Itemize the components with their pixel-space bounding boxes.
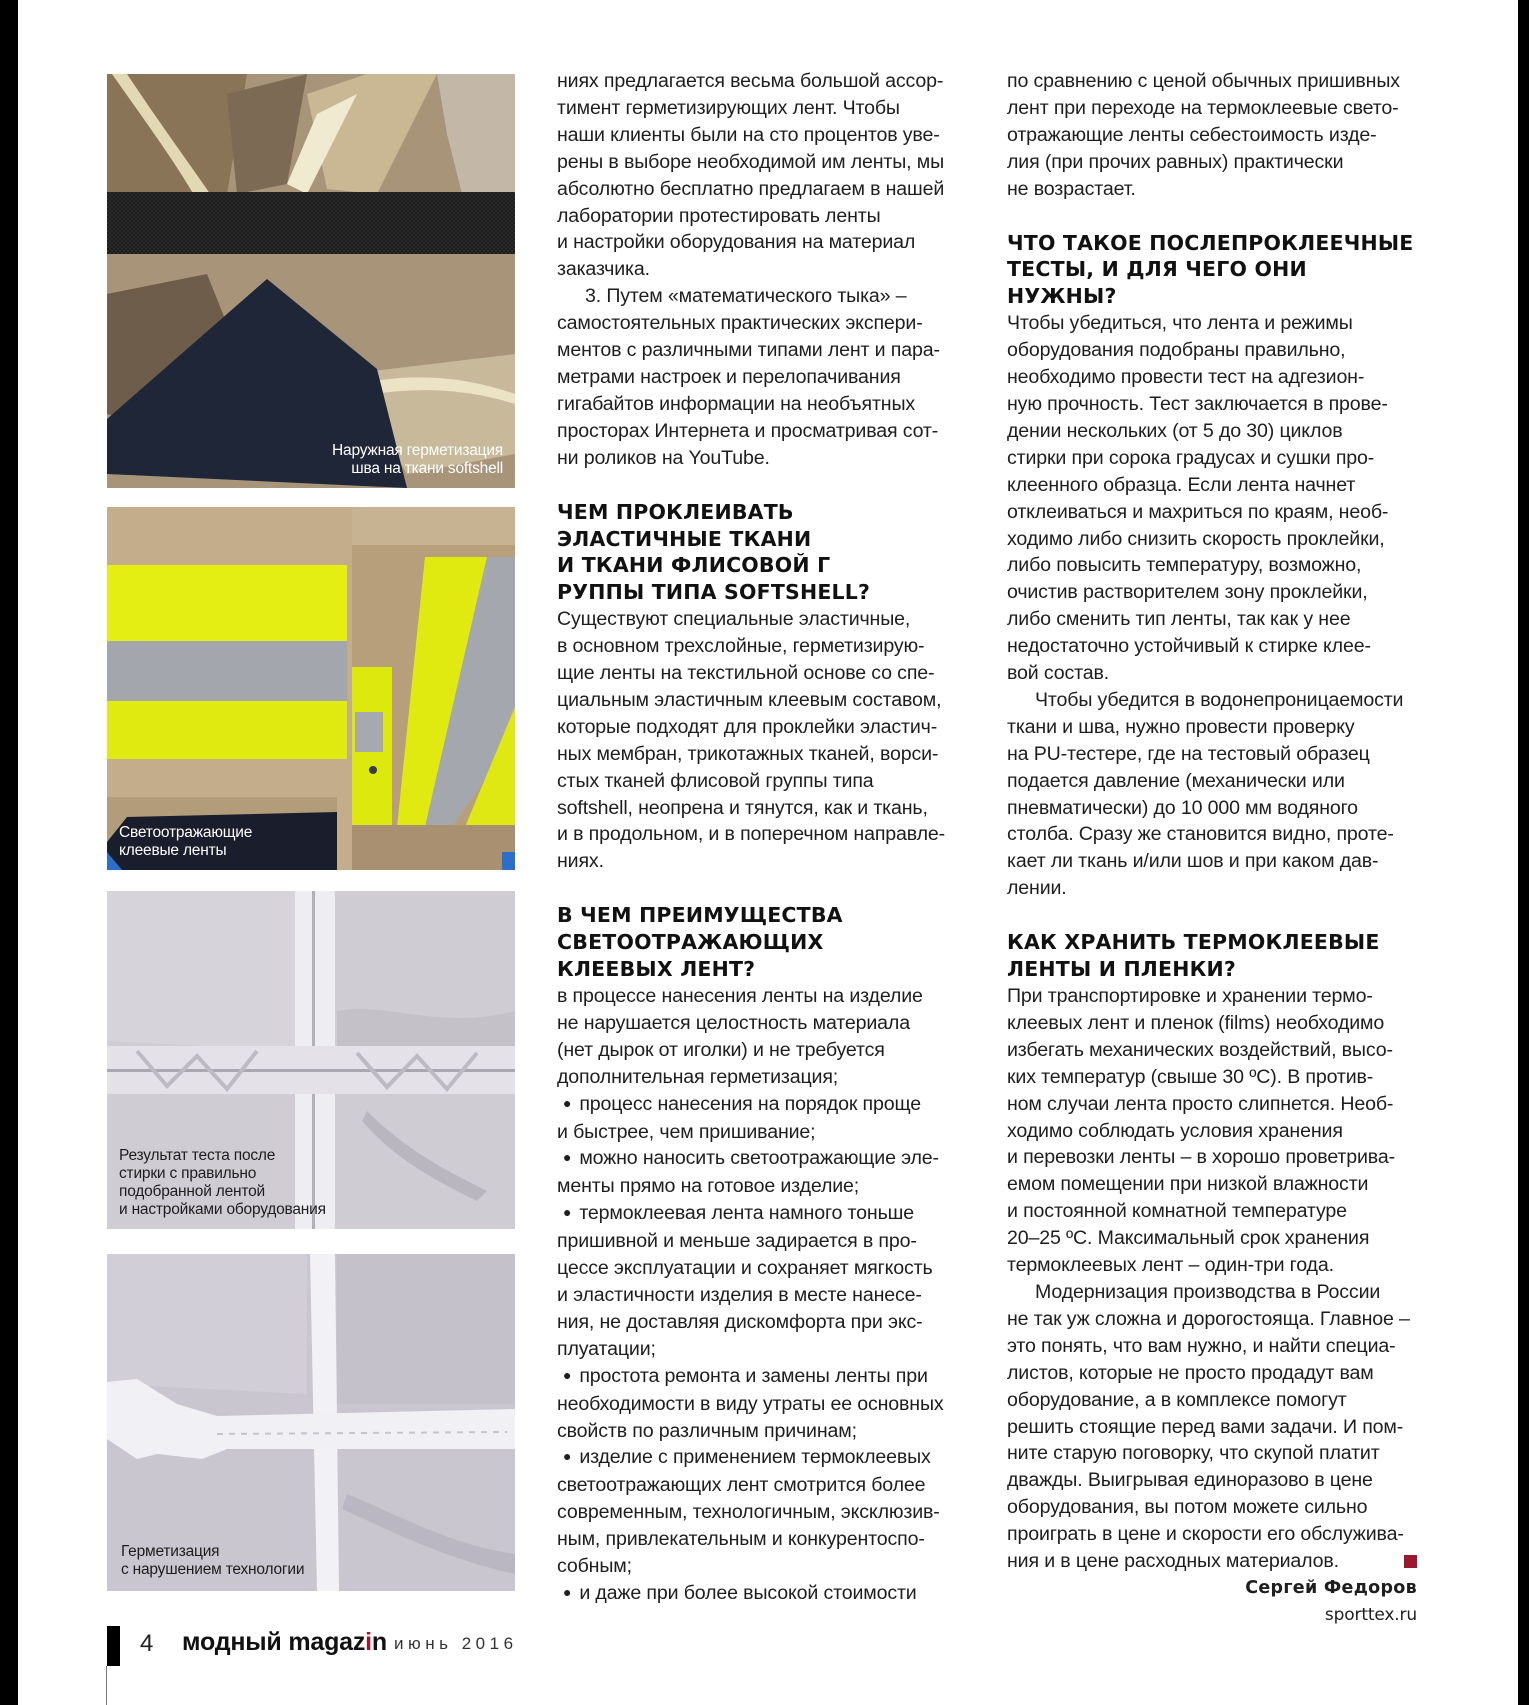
text-line: 3. Путем «математического тыка» – [585,285,907,308]
bullet-icon: ● [563,1366,572,1383]
caption-line: и настройками оборудования [119,1201,326,1218]
heading-line: В ЧЕМ ПРЕИМУЩЕСТВА [557,903,843,928]
text-line: проиграть в цене и скорости его обслужива- [1007,1523,1404,1546]
footer-marker [107,1626,120,1666]
text-line: ния и в цене расходных материалов. [1007,1548,1417,1575]
text-line: и перевозки ленты – в хорошо проветрива- [1007,1146,1395,1169]
section-heading-storage [1007,929,1417,983]
text-line: Существуют специальные эластичные, [557,608,911,631]
text-line: и настройки оборудования на материал [557,231,916,254]
photo-softshell-image [107,74,515,488]
text-line: ни роликов на YouTube. [557,446,770,469]
text-line: вой состав. [1007,662,1110,685]
text-line: ную прочность. Тест заключается в прове- [1007,392,1388,415]
magazine-title-prefix: модный magaz [182,1628,366,1656]
bullet-item [557,1200,967,1362]
point-3-paragraph [557,283,967,471]
photo-reflective-tapes [107,507,515,870]
text-line: ходимо соблюдать условия хранения [1007,1119,1343,1142]
text-line: либо повысить температуру, возможно, [1007,554,1362,577]
bullet-first-line [557,1444,967,1472]
heading-line: ЧЕМ ПРОКЛЕИВАТЬ [557,499,794,524]
bullet-continuation-line: собным; [557,1555,632,1578]
bullet-continuation-line: менты прямо на готовое изделие; [557,1175,860,1198]
caption-line: клеевые ленты [119,842,227,859]
section-heading-elastic-fabrics [557,499,967,607]
page-edge-right [1518,0,1529,1705]
bullet-text: можно наносить светоотражающие эле- [579,1147,939,1170]
bullet-first-line [557,1363,967,1391]
text-line: лении. [1007,877,1067,900]
text-line: либо сменить тип ленты, так как у нее [1007,608,1351,631]
text-line: циальным эластичным клеевым составом, [557,688,942,711]
text-line: в основном трехслойные, герметизирую- [557,635,925,658]
spacer [557,875,967,902]
bullet-continuation-line: необходимости в виду утраты ее основных [557,1392,944,1415]
text-line: и постоянной комнатной температуре [1007,1200,1347,1223]
intro-paragraph [1007,68,1417,203]
text-line: стых тканей флисовой группы типа [557,769,874,792]
spacer [1007,203,1417,230]
photo-caption [332,442,503,478]
text-line: ходимо либо снизить скорость проклейки, [1007,527,1385,550]
bullet-first-line [557,1200,967,1228]
photo-wash-bad-image [107,1254,515,1591]
photo-caption [121,1543,304,1579]
text-line: листов, которые не просто продадут вам [1007,1361,1374,1384]
text-line: оборудования, вы потом можете сильно [1007,1496,1368,1519]
text-line: При транспортировке и хранении термо- [1007,985,1373,1007]
heading-line: И ТКАНИ ФЛИСОВОЙ Г [557,553,831,578]
bullet-continuation-line: светоотражающих лент смотрится более [557,1474,926,1497]
text-line: ном случаи лента просто слипнется. Необ- [1007,1092,1394,1115]
bullet-text: простота ремонта и замены ленты при [579,1364,928,1387]
section-heading-reflective-advantages [557,902,967,983]
heading-line: ЭЛАСТИЧНЫЕ ТКАНИ [557,526,812,551]
caption-line: стирки с правильно [119,1165,257,1182]
bullet-text: изделие с применением термоклеевых [579,1446,931,1469]
text-line: дополнительная герметизация; [557,1065,839,1088]
bullet-item [557,1580,967,1608]
bullet-continuation-line: современным, технологичным, эксклюзив- [557,1501,940,1524]
heading-line: ЧТО ТАКОЕ ПОСЛЕПРОКЛЕЕЧНЫЕ [1007,230,1414,255]
text-line: Модернизация производства в России [1035,1280,1381,1303]
caption-line: подобранной лентой [119,1183,265,1200]
text-line: заказчика. [557,258,650,281]
bullet-continuation-line: ния, не доставляя дискомфорта при экс- [557,1310,923,1333]
text-line: кает ли ткань и/или шов и при каком дав- [1007,850,1379,873]
advantages-bullet-list [557,1091,967,1608]
text-line: softshell, неопрена и тянутся, как и ткань, [557,796,928,819]
caption-line: Герметизация [121,1543,220,1560]
heading-line: ЛЕНТЫ И ПЛЕНКИ? [1007,957,1236,982]
section-body-storage [1007,983,1417,1279]
bullet-item [557,1145,967,1200]
text-line: ментов с различными типами лент и пара- [557,339,940,362]
heading-line: КАК ХРАНИТЬ ТЕРМОКЛЕЕВЫЕ [1007,930,1380,955]
text-line: по сравнению с ценой обычных пришивных [1007,70,1400,92]
bullet-first-line [557,1145,967,1173]
bullet-continuation-line: свойств по различным причинам; [557,1419,857,1442]
text-line: недостаточно устойчивый к стирке клее- [1007,635,1371,658]
bullet-continuation-line: пришивной и меньше задирается в про- [557,1230,917,1253]
text-line: которые подходят для проклейки эластич- [557,715,938,738]
spacer [1007,902,1417,929]
magazine-title-accent: i [365,1628,372,1656]
text-line: избегать механических воздействий, высо- [1007,1038,1393,1061]
text-line: не возрастает. [1007,177,1136,200]
caption-line: Наружная герметизация [332,442,503,459]
text-line: дении нескольких (от 5 до 30) циклов [1007,419,1343,442]
source-site: sporttex.ru [1324,1604,1417,1625]
bullet-text: процесс нанесения на порядок проще [579,1092,922,1115]
text-line: клеевых лент и пленок (films) необходимо [1007,1011,1385,1034]
bullet-icon: ● [563,1583,572,1600]
text-line: столба. Сразу же становится видно, проте- [1007,823,1394,846]
text-line: оборудования подобраны правильно, [1007,339,1346,362]
bullet-text: и даже при более высокой стоимости [579,1581,917,1604]
conclusion-paragraph [1007,1279,1417,1575]
caption-line: Светоотражающие [119,824,253,841]
bullet-continuation-line: цессе эксплуатации и сохраняет мягкость [557,1257,933,1280]
text-line: клеенного образца. Если лента начнет [1007,473,1356,496]
article-column-middle [557,68,967,1608]
text-line: лия (при прочих равных) практически [1007,150,1344,173]
caption-line: с нарушением технологии [121,1561,305,1578]
photo-caption [119,1147,326,1219]
text-line: это понять, что вам нужно, и найти специа- [1007,1334,1396,1357]
text-line: пневматически) до 10 000 мм водяного [1007,796,1358,819]
section-heading-post-tests [1007,230,1417,311]
text-line: тимент герметизирующих лент. Чтобы [557,96,900,119]
text-line: на PU-тестере, где на тестовый образец [1007,742,1370,765]
text-line: лент при переходе на термоклеевые свето- [1007,96,1399,119]
text-line: очистив растворителем зону проклейки, [1007,581,1368,604]
page-edge-left [0,0,18,1705]
text-line: ните старую поговорку, что скупой платит [1007,1442,1380,1465]
text-line: самостоятельных практических экспери- [557,312,923,335]
caption-line: шва на ткани softshell [351,460,503,477]
page-number: 4 [140,1630,154,1657]
author-name: Сергей Федоров [1245,1577,1417,1598]
text-line: метрами настроек и перелопачивания [557,365,901,388]
bullet-item [557,1363,967,1445]
text-line: Чтобы убедится в водонепроницаемости [1035,688,1404,711]
heading-line: КЛЕЕВЫХ ЛЕНТ? [557,957,756,982]
bullet-item [557,1444,967,1580]
photo-wash-test-good [107,891,515,1229]
photo-caption [119,824,252,860]
text-line: термоклеевых лент – один-три года. [1007,1254,1334,1277]
text-line: просторах Интернета и просматривая сот- [557,419,939,442]
text-line: ткани и шва, нужно провести проверку [1007,715,1355,738]
heading-line: СВЕТООТРАЖАЮЩИХ [557,930,824,955]
text-line: в процессе нанесения ленты на изделие [557,985,923,1007]
text-line: 20–25 ºС. Максимальный срок хранения [1007,1227,1370,1250]
caption-line: Результат теста после [119,1147,276,1164]
text-line: решить стоящие перед вами задачи. И пом- [1007,1415,1404,1438]
text-line: оборудование, а в комплексе помогут [1007,1388,1347,1411]
section-body-post-tests [1007,310,1417,687]
bullet-icon: ● [563,1149,572,1166]
text-line: отклеиваться и махриться по краям, необ- [1007,500,1389,523]
text-line: отражающие ленты себестоимость изде- [1007,123,1377,146]
bullet-icon: ● [563,1094,572,1111]
magazine-title-suffix: n [371,1628,387,1656]
end-of-article-square-icon [1404,1555,1417,1568]
spacer [557,472,967,499]
issue-date: июнь 2016 [394,1634,518,1653]
text-line: гигабайтов информации на необъятных [557,392,916,415]
text-line: абсолютно бесплатно предлагаем в нашей [557,177,945,200]
text-line: рены в выборе необходимой им ленты, мы [557,150,945,173]
footer-rule [106,1666,107,1705]
bullet-first-line [557,1091,967,1119]
text-line: необходимо провести тест на адгезион- [1007,366,1365,389]
text-line: ных мембран, трикотажных тканей, ворси- [557,742,939,765]
text-line: не так уж сложна и дорогостояща. Главное – [1007,1307,1410,1330]
bullet-item [557,1091,967,1146]
photo-reflective-image [107,507,515,870]
bullet-continuation-line: плуатации; [557,1337,656,1360]
heading-line: ТЕСТЫ, И ДЛЯ ЧЕГО ОНИ НУЖНЫ? [1007,257,1307,309]
photo-softshell-seam [107,74,515,488]
bullet-text: термоклеевая лента намного тоньше [579,1202,914,1225]
text-line: ких температур (свыше 30 ºС). В против- [1007,1065,1374,1088]
text-line: подается давление (механически или [1007,769,1345,792]
text-line: стирки при сорока градусах и сушки про- [1007,446,1375,469]
bullet-icon: ● [563,1448,572,1465]
text-line: не нарушается целостность материала [557,1011,910,1034]
bullet-continuation-line: и быстрее, чем пришивание; [557,1120,816,1143]
text-line: щие ленты на текстильной основе со спе- [557,662,935,685]
text-line: Чтобы убедиться, что лента и режимы [1007,312,1353,335]
heading-line: РУППЫ ТИПА SOFTSHELL? [557,580,871,605]
text-line: наши клиенты были на сто процентов уве- [557,123,940,146]
magazine-title [182,1628,387,1657]
bullet-first-line [557,1580,967,1608]
bullet-continuation-line: и эластичности изделия в месте нанесе- [557,1283,922,1306]
section-body-elastic-fabrics [557,606,967,875]
text-line: емом помещении при низкой влажности [1007,1173,1369,1196]
photo-wash-test-bad [107,1254,515,1591]
section-body-reflective-advantages [557,983,967,1091]
text-line: ниях предлагается весьма большой ассор- [557,70,944,92]
text-line: (нет дырок от иголки) и не требуется [557,1038,885,1061]
text-line: и в продольном, и в поперечном направле- [557,823,946,846]
bullet-icon: ● [563,1204,572,1221]
article-column-right [1007,68,1417,1629]
bullet-continuation-line: ным, привлекательным и конкурентоспо- [557,1528,925,1551]
section-body-waterproof-test [1007,687,1417,902]
text-line: дважды. Выигрывая единоразово в цене [1007,1469,1373,1492]
intro-paragraph [557,68,967,283]
text-line: лаборатории протестировать ленты [557,204,881,227]
text-line: ниях. [557,850,604,873]
